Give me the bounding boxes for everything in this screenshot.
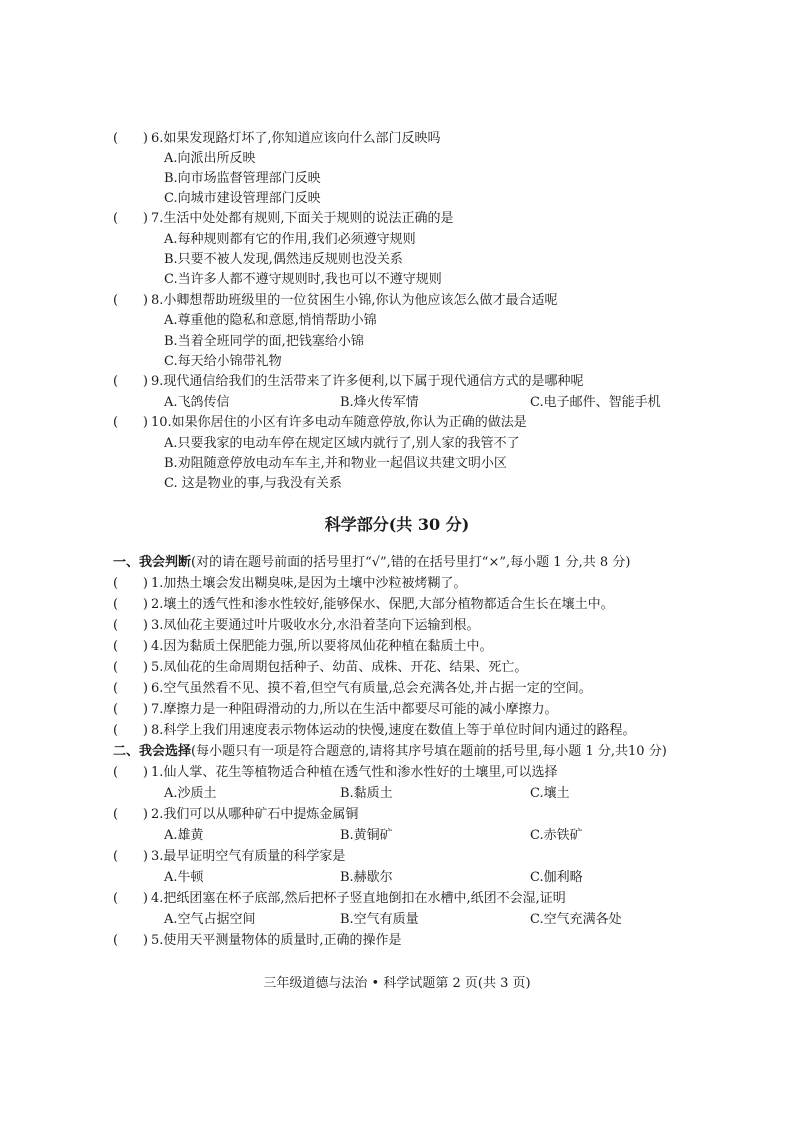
option: A.只要我家的电动车停在规定区域内就行了,别人家的我管不了 <box>164 436 520 451</box>
question-text: 10.如果你居住的小区有许多电动车随意停放,你认为正确的做法是 <box>151 415 527 430</box>
option: A.飞鸽传信 <box>164 395 230 410</box>
judge-item-6: ( ) 6.空气虽然看不见、摸不着,但空气有质量,总会充满各处,并占据一定的空间。 <box>113 681 592 696</box>
options-row <box>164 786 704 802</box>
options-row <box>164 828 704 844</box>
choice-item-5: ( ) 5.使用天平测量物体的质量时,正确的操作是 <box>113 933 402 948</box>
option: A.每种规则都有它的作用,我们必须遵守规则 <box>164 232 416 247</box>
options-row <box>164 870 704 886</box>
question-7: ( ) 7.生活中处处都有规则,下面关于规则的说法正确的是 <box>113 211 454 226</box>
option: A.牛顿 <box>164 870 204 885</box>
option: C.伽利略 <box>530 870 583 885</box>
choice-item-4: ( ) 4.把纸团塞在杯子底部,然后把杯子竖直地倒扣在水槽中,纸团不会湿,证明 <box>113 891 566 906</box>
option: C.每天给小锦带礼物 <box>164 354 282 369</box>
option: C.壤土 <box>530 786 570 801</box>
question-8: ( ) 8.小卿想帮助班级里的一位贫困生小锦,你认为他应该怎么做才最合适呢 <box>113 293 558 308</box>
judge-item-4: ( ) 4.因为黏质土保肥能力强,所以要将凤仙花种植在黏质土中。 <box>113 639 493 654</box>
option: C. 这是物业的事,与我没有关系 <box>164 476 342 491</box>
option: B.空气有质量 <box>340 912 419 927</box>
option: B.赫歇尔 <box>340 870 393 885</box>
judge-item-7: ( ) 7.摩擦力是一种阻碍滑动的力,所以在生活中都要尽可能的减小摩擦力。 <box>113 702 558 717</box>
option: C.向城市建设管理部门反映 <box>164 191 321 206</box>
options-row <box>164 395 704 411</box>
option: B.黏质土 <box>340 786 393 801</box>
judge-item-2: ( ) 2.壤土的透气性和渗水性较好,能够保水、保肥,大部分植物都适合生长在壤土中。 <box>113 597 614 612</box>
section-2-heading: 二、我会选择(每小题只有一项是符合题意的,请将其序号填在题前的括号里,每小题 1 分,共10 分) <box>113 744 667 759</box>
option: A.空气占据空间 <box>164 912 256 927</box>
option: B.黄铜矿 <box>340 828 393 843</box>
option: B.只要不被人发现,偶然违反规则也没关系 <box>164 252 403 267</box>
question-6: ( ) 6.如果发现路灯坏了,你知道应该向什么部门反映吗 <box>113 131 441 146</box>
options-row <box>164 912 704 928</box>
judge-item-1: ( ) 1.加热土壤会发出糊臭味,是因为土壤中沙粒被烤糊了。 <box>113 576 467 591</box>
question-text: 9.现代通信给我们的生活带来了许多便利,以下属于现代通信方式的是哪种呢 <box>151 374 584 389</box>
judge-item-3: ( ) 3.凤仙花主要通过叶片吸收水分,水沿着茎向下运输到根。 <box>113 618 480 633</box>
option: C.赤铁矿 <box>530 828 583 843</box>
question-text: 8.小卿想帮助班级里的一位贫困生小锦,你认为他应该怎么做才最合适呢 <box>151 293 558 308</box>
question-text: 6.如果发现路灯坏了,你知道应该向什么部门反映吗 <box>151 131 441 146</box>
science-section-title: 科学部分(共 30 分) <box>324 515 470 534</box>
section-1-heading: 一、我会判断(对的请在题号前面的括号里打“√”,错的在括号里打“×”,每小题 1 分,共 8 分) <box>113 555 631 570</box>
option: B.烽火传军情 <box>340 395 419 410</box>
choice-item-1: ( ) 1.仙人掌、花生等植物适合种植在透气性和渗水性好的土壤里,可以选择 <box>113 765 558 780</box>
option: C.空气充满各处 <box>530 912 622 927</box>
option: A.向派出所反映 <box>164 151 256 166</box>
option: B.向市场监督管理部门反映 <box>164 171 321 186</box>
page-footer: 三年级道德与法治 • 科学试题第 2 页(共 3 页) <box>263 976 531 991</box>
option: B.劝阻随意停放电动车车主,并和物业一起倡议共建文明小区 <box>164 456 507 471</box>
question-text: 7.生活中处处都有规则,下面关于规则的说法正确的是 <box>151 211 454 226</box>
question-10: ( ) 10.如果你居住的小区有许多电动车随意停放,你认为正确的做法是 <box>113 415 527 430</box>
choice-item-3: ( ) 3.最早证明空气有质量的科学家是 <box>113 849 346 864</box>
option: A.沙质土 <box>164 786 217 801</box>
option: B.当着全班同学的面,把钱塞给小锦 <box>164 334 364 349</box>
option: A.雄黄 <box>164 828 204 843</box>
option: C.当许多人都不遵守规则时,我也可以不遵守规则 <box>164 272 442 287</box>
judge-item-5: ( ) 5.凤仙花的生命周期包括种子、幼苗、成株、开花、结果、死亡。 <box>113 660 528 675</box>
option: C.电子邮件、智能手机 <box>530 395 661 410</box>
question-9: ( ) 9.现代通信给我们的生活带来了许多便利,以下属于现代通信方式的是哪种呢 <box>113 374 584 389</box>
choice-item-2: ( ) 2.我们可以从哪种矿石中提炼金属铜 <box>113 807 359 822</box>
option: A.尊重他的隐私和意愿,悄悄帮助小锦 <box>164 313 377 328</box>
judge-item-8: ( ) 8.科学上我们用速度表示物体运动的快慢,速度在数值上等于单位时间内通过的路程。 <box>113 723 636 738</box>
